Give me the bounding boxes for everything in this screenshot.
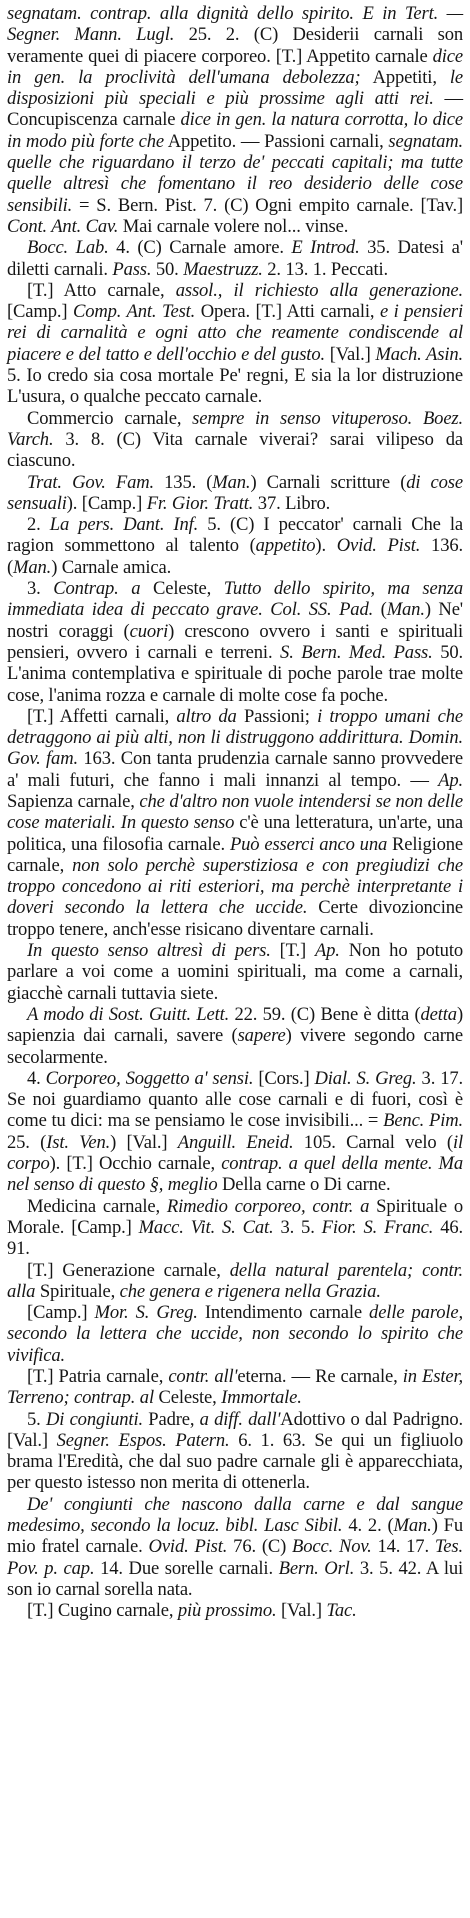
italic-text: e i pensieri rei di carnalità e ogni atto che reamente condiscende al piacere e del tatto e dell'occhio e del gusto. — [7, 301, 463, 365]
entry-text: 76. (C) — [227, 1536, 293, 1558]
entry-paragraph — [7, 940, 463, 1004]
italic-text: Dial. S. Greg. — [314, 1067, 417, 1089]
entry-text: Spirituale, — [35, 1280, 120, 1302]
entry-text: Religione carnale, — [7, 833, 464, 876]
italic-text: Pass. — [112, 258, 152, 280]
entry-text: 25. 2. (C) Desiderii carnali son veramente quei di piacere corporeo. [T.] Appetito carnale — [7, 24, 463, 67]
italic-text: Ist. Ven. — [46, 1131, 111, 1153]
dictionary-entry-carnale — [7, 3, 463, 1622]
entry-paragraph — [7, 408, 463, 472]
entry-text: 136. ( — [7, 535, 463, 578]
italic-text: dice in gen. la proclività dell'umana debolezza; — [7, 45, 463, 88]
entry-text: ( — [373, 599, 387, 621]
italic-text: Trat. Gov. Fam. — [27, 471, 154, 493]
entry-text: Non ho potuto parlare a voi come a uomini spirituali, ma come a carnali, giacchè carnali tuttavia siete. — [7, 940, 463, 1004]
italic-text: Ap. — [438, 769, 463, 791]
entry-text: 3. 17. Se noi guardiamo quanto alle cose carnali e di fuori, così è come tu dici: ma se pensiamo le cose invisibili... = — [7, 1067, 463, 1132]
entry-text: = S. Bern. Pist. 7. (C) Ogni empito carnale. [Tav.] — [72, 194, 463, 216]
entry-text: 3. — [27, 578, 54, 600]
entry-text: ) Fu mio fratel carnale. — [7, 1515, 463, 1558]
entry-text: ) [Val.] — [110, 1131, 178, 1153]
entry-text: Commercio carnale, — [27, 407, 193, 429]
italic-text: appetito — [255, 535, 316, 557]
italic-text: Cont. Ant. Cav. — [7, 215, 119, 237]
entry-text: 105. Carnal velo ( — [293, 1131, 453, 1153]
entry-text: 4. (C) Carnale amore. — [108, 237, 292, 259]
entry-text: 3. 5. — [273, 1216, 322, 1238]
entry-text: ) Carnali scritture ( — [250, 471, 407, 493]
italic-text: delle parole, secondo la lettera che uccide, non secondo lo spirito che vivifica. — [7, 1302, 463, 1366]
entry-text: [T.] Affetti carnali, — [27, 705, 177, 727]
italic-text: detta — [420, 1003, 457, 1025]
entry-text: Intendimento carnale — [197, 1302, 370, 1324]
italic-text: i troppo umani che detraggono ai più alti, non li distruggono addirittura. Domin. Gov. fam. — [7, 705, 463, 770]
entry-text: [Val.] — [276, 1600, 327, 1622]
entry-text: Appetiti, — [360, 66, 450, 88]
italic-text: Anguill. Eneid. — [177, 1131, 294, 1153]
italic-text: Ovid. Pist. — [336, 535, 421, 557]
italic-text: Immortale. — [221, 1387, 302, 1409]
entry-text: 6. 1. 63. Se qui un figliuolo brama l'Eredità, che dal suo padre carnale gli è apparecchiata, per questo istesso non merita di ottenerla. — [7, 1429, 463, 1494]
italic-text: Ovid. Pist. — [148, 1536, 228, 1558]
italic-text: Macc. Vit. S. Cat. — [138, 1216, 274, 1238]
entry-text: 3. 8. (C) Vita carnale viverai? sarai vilipeso da ciascuno. — [7, 428, 463, 472]
italic-text: Mach. Asin. — [375, 343, 464, 365]
entry-paragraph — [7, 280, 463, 408]
entry-paragraph — [7, 578, 463, 706]
entry-text: ) crescono ovvero i santi e spirituali pensieri, ovvero i carnali e terreni. — [7, 620, 463, 663]
italic-text: cuori — [129, 620, 169, 642]
entry-text: Sapienza carnale, — [7, 790, 140, 812]
italic-text: Maestruzz. — [183, 258, 263, 280]
italic-text: che genera e rigenera nella Grazia. — [119, 1280, 381, 1302]
italic-text: S. Bern. Med. Pass. — [280, 641, 433, 663]
entry-paragraph — [7, 1302, 463, 1366]
italic-text: De' congiunti che nascono dalla carne e dal sangue medesimo, secondo la locuz. bibl. Lasc Sibil. — [7, 1493, 463, 1537]
italic-text: Comp. Ant. Test. — [72, 301, 196, 323]
entry-text: 5. (C) I peccator' carnali Che la ragion sommettono al talento ( — [7, 514, 464, 557]
italic-text: non solo perchè superstiziosa e con pregiudizi che troppo concedono ai riti esteriori, ma perchè interpretante i doveri secondo la lettera che uccide. — [7, 854, 463, 919]
entry-text: [Val.] — [324, 343, 376, 365]
entry-text: 14. Due sorelle carnali. — [94, 1557, 279, 1579]
entry-text: ) sapienzia dai carnali, savere ( — [7, 1003, 463, 1047]
italic-text: più prossimo. — [177, 1600, 277, 1622]
italic-text: Contrap. a — [53, 578, 141, 600]
entry-text: Appetito. — Passioni carnali, — [163, 130, 389, 152]
italic-text: segnatam. quelle che riguardano il terzo de' peccati capitali; ma tutte quelle altresì che fomentano il reo desiderio delle cose sensibili. — [7, 130, 463, 216]
entry-text: 4. — [27, 1067, 46, 1089]
italic-text: Bern. Orl. — [278, 1557, 355, 1579]
italic-text: Tac. — [326, 1600, 357, 1622]
entry-text: 50. — [151, 258, 184, 280]
entry-text: 3. 5. 42. A lui son io carnal sorella nata. — [7, 1557, 463, 1600]
italic-text: La pers. Dant. Inf. — [49, 514, 199, 536]
italic-text: della natural parentela; contr. alla — [7, 1259, 464, 1302]
italic-text: Bocc. Nov. — [292, 1536, 372, 1558]
entry-paragraph — [7, 1494, 463, 1600]
entry-paragraph — [7, 1366, 463, 1409]
entry-text: ). [Camp.] — [66, 492, 147, 514]
italic-text: contr. all' — [168, 1366, 238, 1387]
italic-text: contrap. a quel della mente. Ma nel senso di questo §, meglio — [7, 1153, 463, 1196]
italic-text: sapere — [237, 1025, 286, 1047]
italic-text: le disposizioni più speciali e più prossime agli atti rei. — [7, 66, 463, 110]
entry-text: [T.] Cugino carnale, — [27, 1600, 178, 1622]
italic-text: a diff. dall' — [199, 1408, 281, 1430]
entry-text: Passioni; — [236, 705, 318, 727]
italic-text: Rimedio corporeo, contr. a — [166, 1195, 370, 1217]
entry-text: Medicina carnale, — [27, 1195, 167, 1217]
italic-text: Bocc. Lab. — [27, 237, 109, 259]
italic-text: segnatam. contrap. alla dignità dello spirito. E in Tert. — Segner. Mann. Lugl. — [7, 3, 463, 46]
entry-text: ). — [315, 535, 337, 557]
entry-text: 37. Libro. — [253, 492, 331, 514]
italic-text: Man. — [393, 1515, 432, 1537]
entry-paragraph — [7, 706, 463, 940]
entry-text: Mai carnale volere nol... vinse. — [118, 215, 349, 237]
entry-text: Della carne o Di carne. — [217, 1174, 391, 1196]
entry-text: 46. 91. — [7, 1216, 463, 1260]
entry-text: 5. Io credo sia cosa mortale Pe' regni, E sia la lor distruzione L'usura, o qualche peccato carnale. — [7, 365, 463, 408]
italic-text: Mor. S. Greg. — [94, 1302, 198, 1324]
entry-text: 50. L'anima contemplativa e spirituale di poche parole trae molte cose, l'anima rozza e carnale di molte cose fa poche. — [7, 641, 464, 706]
italic-text: E Introd. — [291, 237, 360, 259]
entry-text: c'è una letteratura, un'arte, una politica, una filosofia carnale. — [7, 812, 463, 855]
italic-text: Fior. S. Franc. — [321, 1216, 434, 1238]
entry-text: ) Carnale amica. — [51, 556, 172, 578]
entry-paragraph — [7, 237, 463, 280]
entry-text: 14. 17. — [371, 1536, 435, 1558]
italic-text: altro da — [176, 705, 237, 727]
entry-text: 25. ( — [7, 1131, 47, 1153]
italic-text: Tutto dello spirito, ma senza immediata idea di peccato grave. Col. SS. Pad. — [7, 578, 463, 621]
entry-text: — Concupiscenza carnale — [7, 88, 463, 131]
italic-text: A modo di Sost. Guitt. Lett. — [27, 1003, 230, 1025]
entry-paragraph — [7, 472, 463, 515]
italic-text: Man. — [212, 471, 251, 493]
entry-paragraph — [7, 1260, 463, 1303]
entry-text: ). [T.] Occhio carnale, — [49, 1153, 222, 1175]
entry-text: ) Ne' nostri coraggi ( — [7, 599, 463, 642]
entry-text: [T.] Patria carnale, — [27, 1366, 169, 1387]
italic-text: Ap. — [314, 940, 340, 962]
italic-text: il corpo — [7, 1131, 463, 1175]
entry-text: Padre, — [142, 1408, 200, 1430]
italic-text: che d'altro non vuole intendersi se non delle cose materiali. In questo senso — [7, 790, 464, 834]
entry-paragraph — [7, 1004, 463, 1068]
entry-text: [T.] Atto carnale, — [27, 279, 176, 301]
entry-paragraph — [7, 1409, 463, 1494]
italic-text: In questo senso altresì di pers. — [27, 940, 271, 962]
entry-text: Celeste, — [140, 578, 224, 600]
entry-paragraph — [7, 1600, 463, 1621]
entry-text: Celeste, — [153, 1387, 222, 1409]
entry-text: 22. 59. (C) Bene è ditta ( — [229, 1003, 421, 1025]
entry-text: 4. 2. ( — [342, 1515, 394, 1537]
italic-text: sempre in senso vituperoso. Boez. Varch. — [7, 407, 464, 450]
italic-text: Fr. Gior. Tratt. — [146, 492, 254, 514]
italic-text: Di congiunti. — [45, 1408, 143, 1430]
entry-paragraph — [7, 1068, 463, 1196]
italic-text: assol., il richiesto alla generazione. — [175, 279, 464, 301]
entry-paragraph — [7, 3, 463, 237]
entry-text: Opera. [T.] Atti carnali, — [195, 301, 380, 323]
italic-text: Può esserci anco una — [229, 833, 388, 855]
entry-text: [Camp.] — [27, 1302, 95, 1324]
entry-text: [Camp.] — [7, 301, 73, 323]
entry-text: 135. ( — [154, 471, 213, 493]
entry-paragraph — [7, 1196, 463, 1260]
italic-text: Man. — [386, 599, 425, 621]
italic-text: di cose sensuali — [7, 471, 463, 514]
entry-text: Adottivo o dal Padrigno. [Val.] — [7, 1408, 463, 1451]
entry-text: 35. Datesi a' diletti carnali. — [7, 237, 463, 280]
entry-text: [Cors.] — [253, 1067, 315, 1089]
entry-text: 2. — [27, 514, 50, 536]
entry-text: Certe divozioncine troppo tenere, anch'esse risicano diventare carnali. — [7, 897, 464, 940]
entry-text: 163. Con tanta prudenzia carnale sanno provvedere a' mali futuri, che fanno i mali innanzi al tempo. — — [7, 748, 464, 791]
italic-text: Corporeo, Soggetto a' sensi. — [45, 1067, 254, 1089]
italic-text: in Ester, Terreno; contrap. al — [7, 1366, 463, 1409]
italic-text: Tes. Pov. p. cap. — [7, 1536, 463, 1579]
entry-text: [T.] — [270, 940, 315, 962]
entry-text: eterna. — Re carnale, — [237, 1366, 403, 1387]
entry-text: ) vivere segondo carne secolarmente. — [7, 1025, 463, 1068]
entry-text: 5. — [27, 1408, 46, 1430]
entry-text: Spirituale o Morale. [Camp.] — [7, 1195, 463, 1238]
italic-text: Man. — [13, 556, 52, 578]
italic-text: Segner. Espos. Patern. — [56, 1429, 230, 1451]
italic-text: Benc. Pim. — [383, 1110, 463, 1132]
italic-text: dice in gen. la natura corrotta, lo dice in modo più forte che — [7, 109, 463, 152]
entry-text: 2. 13. 1. Peccati. — [262, 258, 388, 280]
entry-paragraph — [7, 514, 463, 578]
entry-text: [T.] Generazione carnale, — [27, 1259, 230, 1281]
